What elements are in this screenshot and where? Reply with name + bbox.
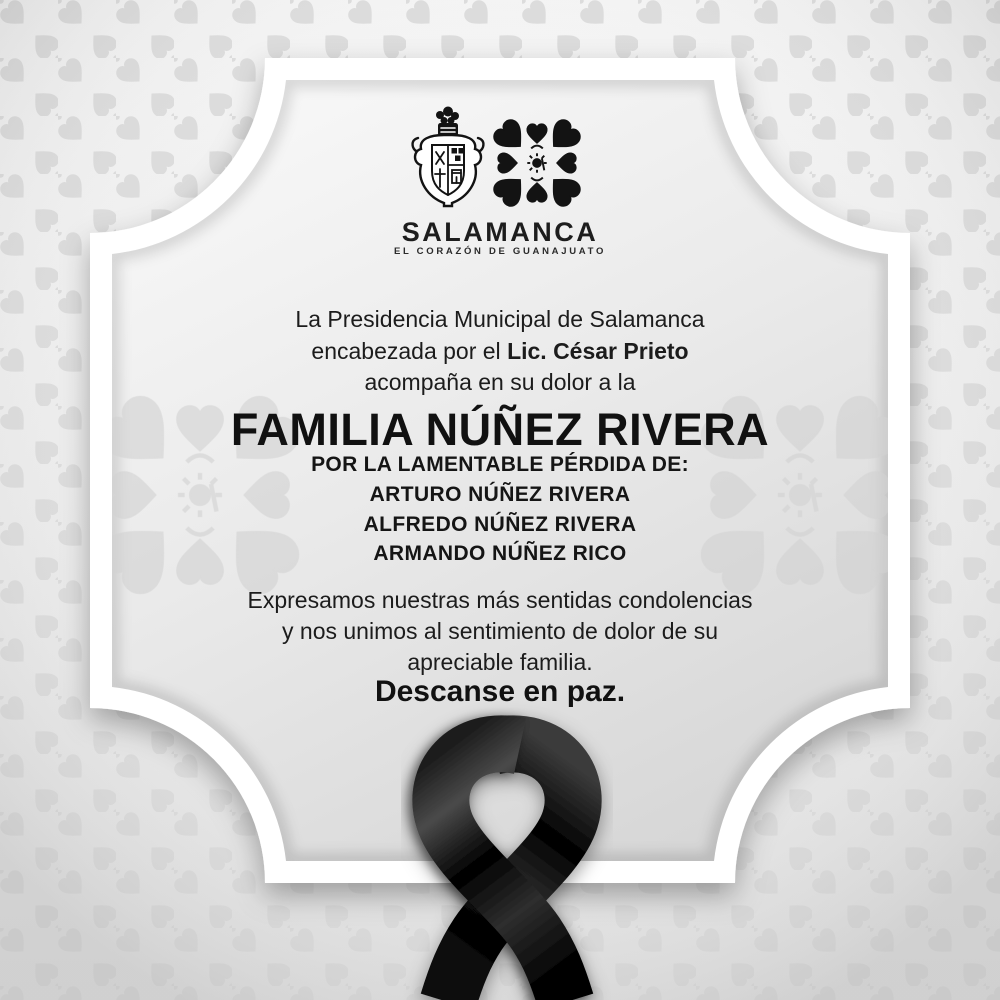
family-name-title: FAMILIA NÚÑEZ RIVERA xyxy=(230,404,770,455)
deceased-name: ALFREDO NÚÑEZ RIVERA xyxy=(363,512,637,536)
salamanca-wordmark: SALAMANCA xyxy=(401,217,599,247)
condolence-text: Expresamos nuestras más sentidas condolencias y nos unimos al sentimiento de dolor de su apreciable familia. xyxy=(247,587,753,675)
intro-line-1: La Presidencia Municipal de Salamanca xyxy=(295,306,705,332)
deceased-name: ARMANDO NÚÑEZ RICO xyxy=(373,542,627,565)
intro-line-3: acompaña en su dolor a la xyxy=(364,369,636,395)
intro-line-2: encabezada por el Lic. César Prieto xyxy=(311,337,689,364)
mayor-name: Lic. César Prieto xyxy=(507,337,689,364)
intro-text xyxy=(0,304,1000,399)
salamanca-tagline: EL CORAZÓN DE GUANAJUATO xyxy=(393,246,607,257)
deceased-names xyxy=(0,480,1000,569)
hearts-emblem-icon xyxy=(490,116,583,209)
deceased-name: ARTURO NÚÑEZ RIVERA xyxy=(369,483,631,506)
rest-in-peace-text: Descanse en paz. xyxy=(374,675,626,708)
loss-heading: POR LA LAMENTABLE PÉRDIDA DE: xyxy=(311,453,689,476)
